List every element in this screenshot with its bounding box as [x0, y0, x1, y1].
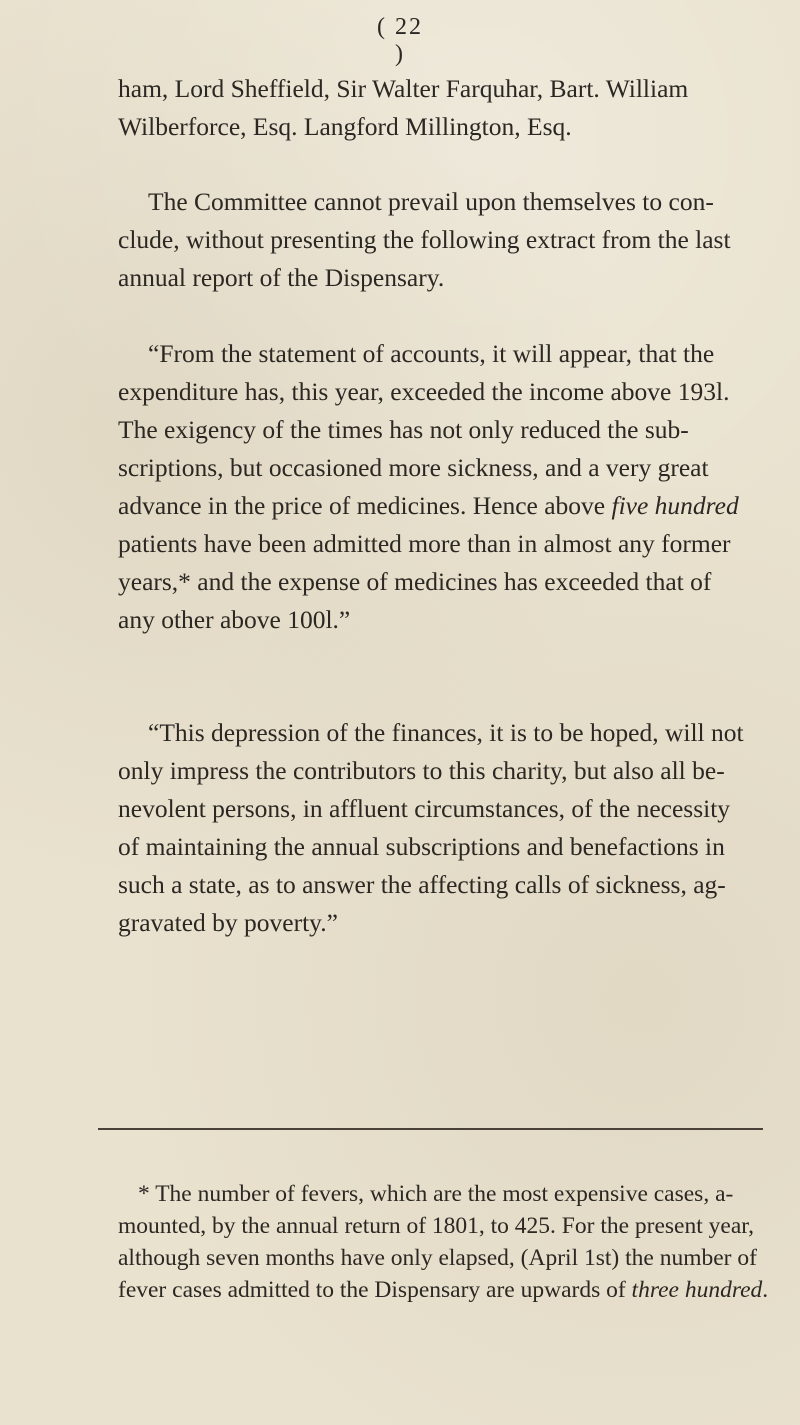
text-line: any other above 100l.”: [118, 605, 351, 634]
text-line: patients have been admitted more than in almost any former: [118, 529, 731, 558]
text-line: ham, Lord Sheffield, Sir Walter Farquhar, Bart. William: [118, 74, 689, 103]
page-number: ( 22 ): [377, 14, 423, 67]
text-line: “From the statement of accounts, it will appear, that the: [148, 339, 715, 368]
text-line: only impress the contributors to this charity, but also all be-: [118, 756, 725, 785]
footnote: [118, 1178, 798, 1306]
text-line: scriptions, but occasioned more sickness, and a very great: [118, 453, 709, 482]
text-line: clude, without presenting the following extract from the last: [118, 225, 731, 254]
text-line: nevolent persons, in affluent circumstances, of the necessity: [118, 794, 731, 823]
text-line: annual report of the Dispensary.: [118, 263, 445, 292]
paragraph-subscribers-list: [118, 70, 778, 146]
text-line: The exigency of the times has not only reduced the sub-: [118, 415, 689, 444]
footnote-line: * The number of fevers, which are the most expensive cases, a-: [138, 1181, 734, 1207]
footnote-line: fever cases admitted to the Dispensary are upwards of three hundred.: [118, 1277, 769, 1303]
paragraph-report-quote-2: [118, 714, 778, 942]
text-line: Wilberforce, Esq. Langford Millington, Esq.: [118, 112, 572, 141]
text-line: expenditure has, this year, exceeded the income above 193l.: [118, 377, 730, 406]
text-line: such a state, as to answer the affecting calls of sickness, ag-: [118, 870, 726, 899]
footnote-divider: [98, 1128, 763, 1130]
footnote-line: mounted, by the annual return of 1801, to 425. For the present year,: [118, 1213, 755, 1239]
text-line: years,* and the expense of medicines has exceeded that of: [118, 567, 712, 596]
paragraph-report-quote-1: [118, 335, 778, 639]
text-line: of maintaining the annual subscriptions and benefactions in: [118, 832, 725, 861]
text-line: The Committee cannot prevail upon themselves to con-: [148, 187, 714, 216]
paragraph-committee-intro: [118, 183, 778, 297]
text-line: “This depression of the finances, it is to be hoped, will not: [148, 718, 744, 747]
text-line: advance in the price of medicines. Hence above five hundred: [118, 491, 739, 520]
footnote-line: although seven months have only elapsed, (April 1st) the number of: [118, 1245, 757, 1271]
text-line: gravated by poverty.”: [118, 908, 338, 937]
